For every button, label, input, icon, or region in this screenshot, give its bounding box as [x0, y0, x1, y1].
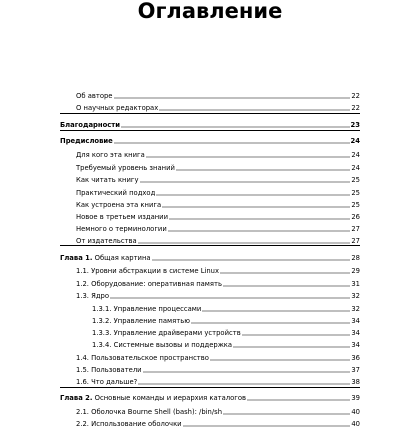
- dot-leader: [168, 226, 351, 232]
- toc-entry-title: [76, 213, 168, 221]
- toc-entry-title: [92, 317, 190, 325]
- toc-entry-title: [76, 151, 145, 159]
- toc-entry[interactable]: [60, 278, 360, 288]
- section-rule: [60, 130, 360, 131]
- page-number: 24: [350, 137, 360, 145]
- toc-entry[interactable]: [60, 235, 360, 245]
- toc-entry-label: Об авторе: [76, 92, 113, 100]
- toc-entry[interactable]: [60, 352, 360, 362]
- toc-entry[interactable]: [60, 162, 360, 172]
- dot-leader: [202, 306, 350, 312]
- dot-leader: [156, 190, 350, 196]
- toc-entry[interactable]: [60, 303, 360, 313]
- dot-leader: [121, 122, 350, 128]
- toc-entry[interactable]: [60, 252, 360, 262]
- toc-entry-label: 1.4. Пользовательское пространство: [76, 354, 209, 362]
- dot-leader: [138, 238, 351, 244]
- toc-entry[interactable]: [60, 364, 360, 374]
- page-number: 36: [351, 354, 360, 362]
- toc-entry-label: 1.3.4. Системные вызовы и поддержка: [92, 341, 233, 349]
- page-number: 24: [351, 164, 360, 172]
- toc-entry[interactable]: [60, 199, 360, 209]
- toc-entry[interactable]: [60, 265, 360, 275]
- toc-entry-label: Практический подход: [76, 189, 156, 197]
- section-rule: [60, 245, 360, 246]
- dot-leader: [159, 105, 350, 111]
- dot-leader: [114, 138, 350, 144]
- dot-leader: [183, 421, 351, 427]
- toc-entry-label: 1.1. Уровни абстракции в системе Linux: [76, 267, 220, 275]
- toc-entry-title: [60, 137, 113, 145]
- toc-entry-title: [92, 305, 201, 313]
- page-number: 22: [351, 92, 360, 100]
- toc-entry-title: [92, 329, 241, 337]
- page-number: 25: [351, 176, 360, 184]
- dot-leader: [223, 409, 350, 415]
- toc-entry-label: От издательства: [76, 237, 137, 245]
- page-number: 38: [351, 378, 360, 386]
- toc-entry-label: Основные команды и иерархия каталогов: [92, 394, 246, 402]
- page-title: Оглавление: [137, 0, 283, 23]
- page-number: 40: [351, 408, 360, 416]
- toc-entry[interactable]: [60, 187, 360, 197]
- page-number: 31: [351, 280, 360, 288]
- page-number: 27: [351, 225, 360, 233]
- toc-entry-label: Как устроена эта книга: [76, 201, 162, 209]
- toc-entry[interactable]: [60, 406, 360, 416]
- toc-entry-title: [76, 225, 167, 233]
- dot-leader: [191, 318, 350, 324]
- toc-entry-label: 1.3.1. Управление процессами: [92, 305, 202, 313]
- page-number: 32: [351, 305, 360, 313]
- toc-entry-title: [60, 394, 246, 402]
- toc-entry[interactable]: [60, 376, 360, 386]
- toc-entry-title: [76, 189, 155, 197]
- page-number: 32: [351, 292, 360, 300]
- toc-entry[interactable]: [60, 418, 360, 428]
- page-number: 34: [351, 317, 360, 325]
- page-number: 23: [350, 121, 360, 129]
- dot-leader: [143, 367, 351, 373]
- toc-entry[interactable]: [60, 339, 360, 349]
- toc-entry-label: 1.3. Ядро: [76, 292, 110, 300]
- chapter-number: Глава 2.: [60, 394, 93, 402]
- dot-leader: [176, 165, 350, 171]
- toc-entry-label: Новое в третьем издании: [76, 213, 169, 221]
- dot-leader: [138, 379, 350, 385]
- toc-entry-title: [76, 378, 137, 386]
- toc-entry-label: 2.1. Оболочка Bourne Shell (bash): /bin/sh: [76, 408, 222, 416]
- dot-leader: [220, 268, 350, 274]
- toc-entry-title: [60, 121, 120, 129]
- toc-entry-label: 1.2. Оборудование: оперативная память: [76, 280, 222, 288]
- toc-entry[interactable]: [60, 119, 360, 129]
- dot-leader: [242, 330, 351, 336]
- toc-entry-title: [76, 164, 175, 172]
- toc-entry-title: [76, 280, 222, 288]
- page-number: 24: [351, 151, 360, 159]
- toc-entry-title: [76, 267, 219, 275]
- toc-entry-title: [76, 408, 222, 416]
- page-number: 25: [351, 201, 360, 209]
- dot-leader: [169, 214, 350, 220]
- toc-entry-title: [76, 292, 109, 300]
- toc-entry-label: О научных редакторах: [76, 104, 159, 112]
- toc-entry[interactable]: [60, 90, 360, 100]
- page-number: 22: [351, 104, 360, 112]
- toc-entry-title: [76, 201, 161, 209]
- page-number: 26: [351, 213, 360, 221]
- page-number: 39: [351, 394, 360, 402]
- page-number: 34: [351, 341, 360, 349]
- toc-entry[interactable]: [60, 211, 360, 221]
- toc-entry[interactable]: [60, 149, 360, 159]
- toc-entry-title: [60, 254, 151, 262]
- dot-leader: [110, 293, 350, 299]
- page-number: 34: [351, 329, 360, 337]
- toc-entry-label: Общая картина: [92, 254, 151, 262]
- toc-entry-label: 1.3.3. Управление драйверами устройств: [92, 329, 241, 337]
- toc-entry-title: [76, 176, 139, 184]
- page-number: 25: [351, 189, 360, 197]
- toc-entry-label: Благодарности: [60, 121, 121, 129]
- toc-entry-title: [76, 104, 158, 112]
- toc-entry-label: Немного о терминологии: [76, 225, 167, 233]
- page-number: 27: [351, 237, 360, 245]
- toc-entry-label: Для кого эта книга: [76, 151, 145, 159]
- toc-entry[interactable]: [60, 223, 360, 233]
- toc-entry-title: [76, 92, 113, 100]
- page-number: 40: [351, 420, 360, 428]
- toc-entry-title: [76, 366, 142, 374]
- page-number: 37: [351, 366, 360, 374]
- dot-leader: [140, 177, 351, 183]
- toc-entry[interactable]: [60, 135, 360, 145]
- dot-leader: [233, 342, 350, 348]
- section-rule: [60, 387, 360, 388]
- page-number: 28: [351, 254, 360, 262]
- toc-entry-label: 1.3.2. Управление памятью: [92, 317, 190, 325]
- toc-entry-title: [76, 420, 182, 428]
- dot-leader: [247, 395, 350, 401]
- dot-leader: [223, 281, 350, 287]
- dot-leader: [114, 93, 351, 99]
- toc-entry-label: Как читать книгу: [76, 176, 139, 184]
- page-number: 29: [351, 267, 360, 275]
- chapter-number: Глава 1.: [60, 254, 93, 262]
- toc-entry-title: [76, 237, 137, 245]
- toc-entry-title: [92, 341, 232, 349]
- section-rule: [60, 113, 360, 114]
- dot-leader: [152, 255, 351, 261]
- toc-entry[interactable]: [60, 102, 360, 112]
- dot-leader: [210, 355, 350, 361]
- toc-entry-label: 1.6. Что дальше?: [76, 378, 138, 386]
- dot-leader: [162, 202, 350, 208]
- toc-entry[interactable]: [60, 327, 360, 337]
- toc-entry[interactable]: [60, 174, 360, 184]
- toc-entry-label: 2.2. Использование оболочки: [76, 420, 182, 428]
- toc-entry-label: 1.5. Пользователи: [76, 366, 142, 374]
- dot-leader: [146, 152, 351, 158]
- toc-entry-label: Требуемый уровень знаний: [76, 164, 175, 172]
- toc-entry-title: [76, 354, 209, 362]
- toc-entry[interactable]: [60, 392, 360, 402]
- toc-entry-label: Предисловие: [60, 137, 113, 145]
- toc-entry[interactable]: [60, 315, 360, 325]
- toc-entry[interactable]: [60, 290, 360, 300]
